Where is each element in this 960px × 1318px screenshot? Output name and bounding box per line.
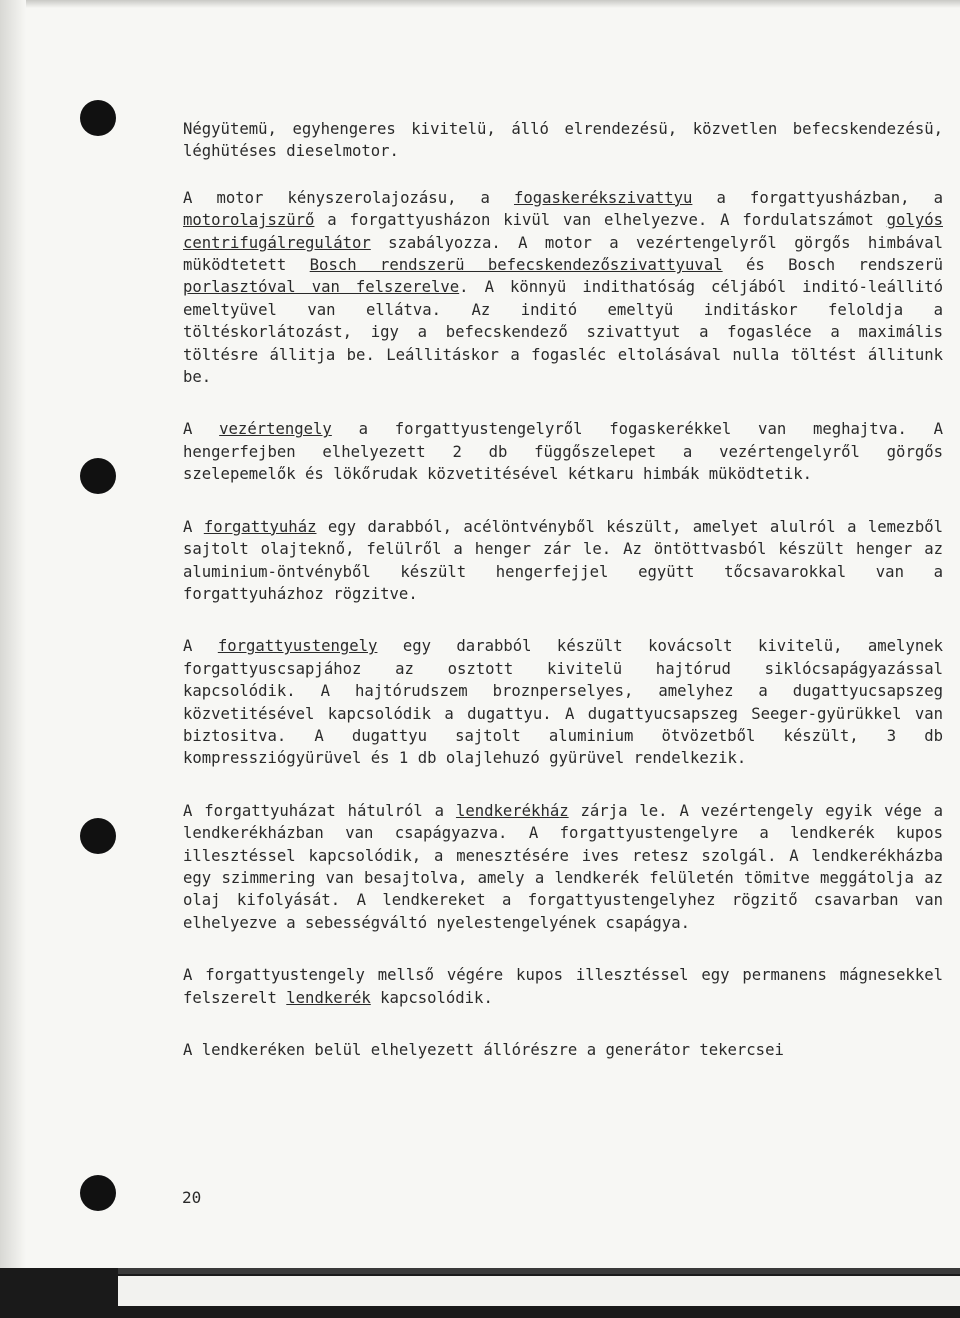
punch-hole — [80, 818, 116, 854]
underlined-term: forgattyuház — [203, 517, 317, 536]
text-run: és Bosch rendszerü — [722, 256, 943, 275]
underlined-term: lendkerékház — [455, 801, 569, 820]
punch-hole — [80, 1175, 116, 1211]
underlined-term: porlasztóval van felszerelve — [183, 278, 460, 297]
punch-hole — [80, 100, 116, 136]
underlined-term: lendkerék — [286, 988, 371, 1007]
text-run: a forgattyusházon kivül van elhelyezve. A fordulatszámot — [314, 211, 887, 230]
text-run: A forgattyuházat hátulról a — [183, 801, 456, 820]
underlined-term: golyós centrifugálregulátor — [183, 211, 943, 252]
text-run: zárja le. A vezértengely egyik vége a lendkerékházban van csapágyazva. A forgattyustengelyre a lendkerék kupos illesztéssel kapcsolódik, a menesztésére ives retesz szolgál. A lendkerékházba egy szimmering van besajtolva, amely a lendkerék felületén tömitve meggátolja az olaj kifolyását. A lendkereket a forgattyustengelyhez rögzitő csavarban van elhelyezve a sebességváltó nyelestengelyének csapágya. — [183, 801, 943, 932]
page-number: 20 — [182, 1188, 202, 1207]
underlined-term: fogaskerékszivattyu — [514, 188, 693, 207]
text-run: a forgattyustengelyről fogaskerékkel van meghajtva. A hengerfejben elhelyezett 2 db függőszelepet a vezértengelyről görgős szelepemelők és lökőrudak közvetitésével kétkaru himbák müködtetik. — [183, 420, 944, 484]
paragraph — [183, 800, 943, 934]
text-run: Négyütemü, egyhengeres kivitelü, álló elrendezésü, közvetlen befecskendezésü, léghütéses dieselmotor. — [183, 120, 943, 161]
text-run: egy darabból készült kovácsolt kivitelü, amelynek forgattyuscsapjához az osztott kivitelü hajtórud siklócsapágyazással kapcsolódik. A hajtórudszem broznperselyes, amelyhez a dugattyucsapszeg közvetitésével kapcsolódik a dugattyu. A dugattyucsapszeg Seeger-gyürükkel van biztositva. A dugattyu sajtolt aluminium ötvözetből készült, 3 db kompressziógyürüvel és 1 db olajlehuzó gyürüvel rendelkezik. — [183, 637, 943, 768]
punch-hole — [80, 458, 116, 494]
text-run: a forgattyusházban, a — [692, 188, 943, 207]
paragraph — [183, 635, 943, 769]
scan-top-edge — [0, 0, 960, 8]
text-run: A — [183, 517, 204, 536]
paragraph — [183, 516, 943, 606]
scan-bottom-edge — [0, 1268, 960, 1318]
paragraph — [183, 418, 943, 485]
text-run: szabályozza. A motor a vezértengelyről görgős himbával müködtetett — [183, 233, 943, 275]
paragraph — [183, 187, 943, 389]
paragraph — [183, 118, 943, 163]
underlined-term: Bosch rendszerü befecskendezőszivattyuval — [309, 256, 723, 275]
text-run: A motor kényszerolajozásu, a — [183, 188, 514, 207]
paragraph — [183, 1039, 943, 1061]
text-run: . A könnyü indithatóság céljából inditó-leállitó emeltyüvel van ellátva. Az inditó emeltyü inditáskor feloldja a töltéskorlátozást, igy a befecskendező szivattyut a fogasléce a maximális töltésre állitja be. Leállitáskor a fogasléc eltolásával nulla töltést állitunk be. — [183, 278, 943, 387]
text-run: egy darabból, acélöntvényből készült, amelyet alulról a lemezből sajtolt olajteknő, felülről a henger zár le. Az öntöttvasból készült henger az aluminium-öntvényből készült hengerfejjel együtt tőcsavarokkal van a forgattyuházhoz rögzitve. — [183, 517, 943, 603]
text-run: A — [183, 637, 218, 656]
underlined-term: motorolajszürő — [183, 211, 315, 230]
paragraph — [183, 964, 943, 1009]
text-run: kapcsolódik. — [370, 988, 493, 1007]
scan-left-shadow — [0, 0, 26, 1318]
underlined-term: forgattyustengely — [217, 637, 378, 656]
text-run: A forgattyustengely mellső végére kupos illesztéssel egy permanens mágnesekkel felszerelt — [183, 966, 943, 1007]
page-body — [183, 118, 943, 1061]
text-run: A lendkeréken belül elhelyezett állórészre a generátor tekercsei — [183, 1041, 784, 1059]
underlined-term: vezértengely — [219, 420, 332, 439]
text-run: A — [183, 420, 220, 439]
